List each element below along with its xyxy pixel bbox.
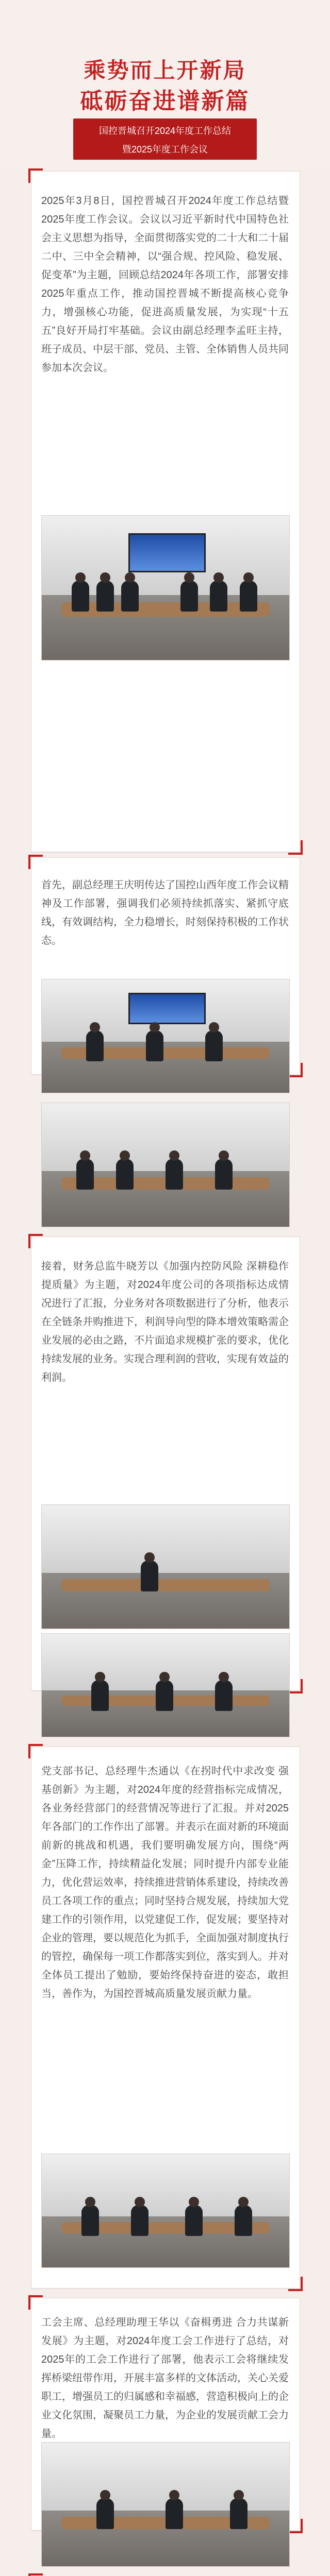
meeting-photo-3 xyxy=(41,1103,290,1227)
paragraph-3: 接着，财务总监牛晓芳以《加强内控防风险 深耕稳作提质量》为主题，对2024年度公司的各项指标达成情况进行了汇报，分业务对各项数据进行了分析，他表示在全链条并购推进下，利润导向型的降本增效策略需企业发展的必由之路，不片面追求规模扩张的要求，优化持续发展的业务。实现合理利润的营收，实现有效益的利润。 xyxy=(41,1261,289,1383)
corner-decoration xyxy=(28,855,43,869)
meeting-photo-5 xyxy=(41,1633,290,1737)
meeting-photo-2 xyxy=(41,979,290,1093)
corner-decoration xyxy=(28,2573,43,2576)
corner-decoration xyxy=(288,1679,303,1693)
subtitle-banner xyxy=(73,118,257,160)
header xyxy=(0,0,330,170)
paragraph-2: 首先，副总经理王庆明传达了国控山西年度工作会议精神及工作部署，强调我们必须持续抓落实、紧抓守底线，有效调结构，全力稳增长，时刻保持积极的工作状态。 xyxy=(41,879,289,946)
main-title-line-2: 砥砺奋进谱新篇 xyxy=(80,89,250,114)
corner-decoration xyxy=(288,2277,303,2291)
paragraph-5: 工会主席、总经理助理王华以《奋楫勇进 合力共谋新发展》为主题，对2024年度工会工作进行了总结，对2025年的工会工作进行了部署，他表示工会将继续发挥桥梁纽带作用，开展丰富多样的文体活动，关心关爱职工，增强员工的归属感和幸福感，营造积极向上的企业文化氛围，凝聚员工力量，为企业的发展贡献工会力量。 xyxy=(41,2317,289,2439)
corner-decoration xyxy=(28,1744,43,1758)
meeting-photo-4 xyxy=(41,1504,290,1629)
corner-decoration xyxy=(288,2519,303,2533)
meeting-photo-6 xyxy=(41,2154,290,2268)
paragraph-1: 2025年3月8日，国控晋城召开2024年度工作总结暨2025年度工作会议。会议以习近平新时代中国特色社会主义思想为指导，全面贯彻落实党的二十大和二十届二中、三中全会精神，以“强合规、控风险、稳发展、促变革”为主题，回顾总结2024年各项工作，部署安排2025年重点工作，推动国控晋城不断提高核心竞争力，增强核心功能，促进高质量发展，为实现“十五五”良好开局打牢基础。会议由副总经理李孟旺主持，班子成员、中层干部、党员、主管、全体销售人员共同参加本次会议。 xyxy=(41,195,289,374)
corner-decoration xyxy=(28,168,43,183)
subtitle-line-2: 暨2025年度工作会议 xyxy=(122,144,208,155)
meeting-photo-1 xyxy=(41,515,290,660)
corner-decoration xyxy=(28,2295,43,2310)
paragraph-4: 党支部书记、总经理牛杰通以《在拐时代中求改变 强基创新》为主题，对2024年度的经营指标完成情况，各业务经营部门的经营情况等进行了汇报。并对2025年各部门的工作作出了部署。并表示在面对新的环境面前新的挑战和机遇，我们要明确发展方向，围绕“两金”压降工作，持续精益化发展；同时提升内部专业能力，优化营运效率，持续推进营销体系建设，持续改善员工各项工作的重点；同时坚持合规发展，持续加大党建工作的引领作用，以党建促工作，促发展；要坚持对企业的管理，要以规范化为抓手，全面加强对制度执行的管控，确保每一项工作都落实到位，落实到人。并对全体员工提出了勉励，要始终保持奋进的姿态，敢担当，善作为，为国控晋城高质量发展贡献力量。 xyxy=(41,1766,289,1999)
meeting-photo-7 xyxy=(41,2442,290,2567)
corner-decoration xyxy=(288,1063,303,1077)
corner-decoration xyxy=(28,1234,43,1248)
subtitle-line-1: 国控晋城召开2024年度工作总结 xyxy=(98,126,232,136)
corner-decoration xyxy=(288,840,303,855)
main-title-line-1: 乘势而上开新局 xyxy=(84,58,246,82)
